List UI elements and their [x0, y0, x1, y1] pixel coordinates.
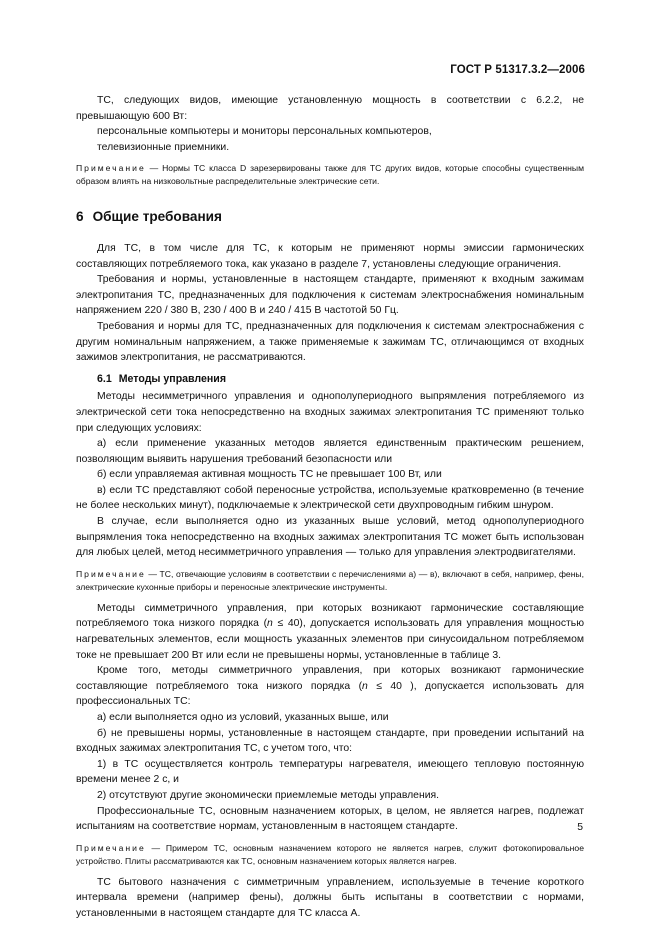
paragraph-end: ≤ 40), допускается использовать для управления мощностью нагревательных элементов, если мощность указанных элементов при синусоидальном потребляемом токе не превышает 200 Вт или если не превышены нормы, установленные в таблице 3. — [76, 618, 584, 661]
list-item: телевизионные приемники. — [97, 141, 230, 153]
intro-paragraph: ТС, следующих видов, имеющие установленную мощность в соответствии с 6.2.2, не превышающую 600 Вт: — [76, 95, 584, 122]
note-lead: Примечание — [76, 842, 146, 853]
paragraph-start: Кроме того, методы симметричного управления, при которых возникают гармонические составляющие потребляемого тока низкого порядка ( — [76, 665, 584, 692]
section-heading — [76, 209, 584, 225]
paragraph — [76, 663, 584, 710]
page-content — [76, 93, 584, 922]
list-item: 1) в ТС осуществляется контроль температуры нагревателя, имеющего тепловую постоянную времени менее 2 с, и — [76, 758, 584, 786]
list-item: а) если применение указанных методов является единственным практическим решением, позволяющим выявить нарушения требований безопасности или — [76, 438, 584, 465]
paragraph: Требования и нормы, установленные в настоящем стандарте, применяют к входным зажимам электропитания ТС, предназначенных для подключения к системам электроснабжения номинальным напряжением 220 / 380 В, 230 / 400 В и 240 / 415 В частотой 50 Гц. — [76, 274, 584, 317]
paragraph: Профессиональные ТС, основным назначением которых, в целом, не является нагрев, подлежат испытаниям на соответствие нормам, установленным в настоящем стандарте. — [76, 805, 584, 833]
list-item: 2) отсутствуют другие экономически приемлемые методы управления. — [97, 789, 440, 801]
note — [76, 568, 584, 594]
paragraph: Для ТС, в том числе для ТС, к которым не применяют нормы эмиссии гармонических составляющих потребляемого тока, как указано в разделе 7, установлены следующие ограничения. — [76, 242, 584, 270]
note-lead: Примечание — [76, 163, 146, 174]
variable-n: n — [267, 618, 273, 630]
paragraph — [76, 601, 584, 663]
list-item: персональные компьютеры и мониторы персональных компьютеров, — [97, 126, 432, 138]
subsection-heading — [76, 372, 584, 388]
document-header: ГОСТ Р 51317.3.2—2006 — [450, 64, 585, 76]
list-item: б) не превышены нормы, установленные в настоящем стандарте, при проведении испытаний на входных зажимах электропитания ТС, с учетом того, что: — [76, 727, 584, 755]
paragraph: В случае, если выполняется одно из указанных выше условий, метод однополупериодного выпрямления тока непосредственно на входных зажимах электропитания ТС может быть использован для любых целей, метод несимметричного управления — только для управления электродвигателями. — [76, 516, 584, 559]
list-item: в) если ТС представляют собой переносные устройства, используемые кратковременно (в течение не более нескольких минут), подключаемые к электрической сети двухпроводным гибким шнуром. — [76, 484, 584, 512]
section-title: Общие требования — [92, 209, 222, 225]
note-text: — ТС, отвечающие условиям в соответствии с перечислениями а) — в), включают в себя, например, фены, электрические кухонные приборы и переносные электрические инструменты. — [76, 568, 584, 592]
note-text: — Нормы ТС класса D зарезервированы также для ТС других видов, которые способны существенным образом влиять на низковольтные распределительные электрические сети. — [76, 163, 584, 187]
section-number: 6 — [76, 209, 84, 225]
subsection-number: 6.1 — [97, 372, 112, 385]
paragraph-start: Методы симметричного управления, при которых возникают гармонические составляющие потребляемого тока низкого порядка ( — [76, 602, 584, 630]
paragraph: Требования и нормы для ТС, предназначенных для подключения к системам электроснабжения с другим номинальным напряжением, а также применяемые к зажимам ТС, отличающимся от входных зажимов электропитания, не рассматриваются. — [76, 320, 584, 364]
note — [76, 842, 584, 868]
list-item: б) если управляемая активная мощность ТС не превышает 100 Вт, или — [97, 469, 442, 481]
note — [76, 162, 584, 188]
note-text: — Примером ТС, основным назначением которого не является нагрев, служит фотокопировальное устройство. Плиты рассматриваются как ТС, основным назначением которых является нагрев. — [76, 842, 584, 866]
note-lead: Примечание — [76, 568, 146, 579]
paragraph: ТС бытового назначения с симметричным управлением, используемые в течение короткого интервала времени (например фены), должны быть испытаны в соответствии с нормами, установленными в настоящем стандарте для ТС класса А. — [76, 876, 584, 919]
list-item: а) если выполняется одно из условий, указанных выше, или — [97, 712, 389, 723]
paragraph: Методы несимметричного управления и однополупериодного выпрямления потребляемого из электрической сети тока непосредственно на входных зажимах электропитания ТС применяют только при следующих условиях: — [76, 391, 584, 434]
paragraph-end: ≤ 40 ), допускается использовать для профессиональных ТС: — [76, 680, 584, 708]
variable-n: n — [362, 680, 368, 692]
page-number: 5 — [577, 822, 583, 833]
subsection-title: Методы управления — [118, 372, 227, 385]
